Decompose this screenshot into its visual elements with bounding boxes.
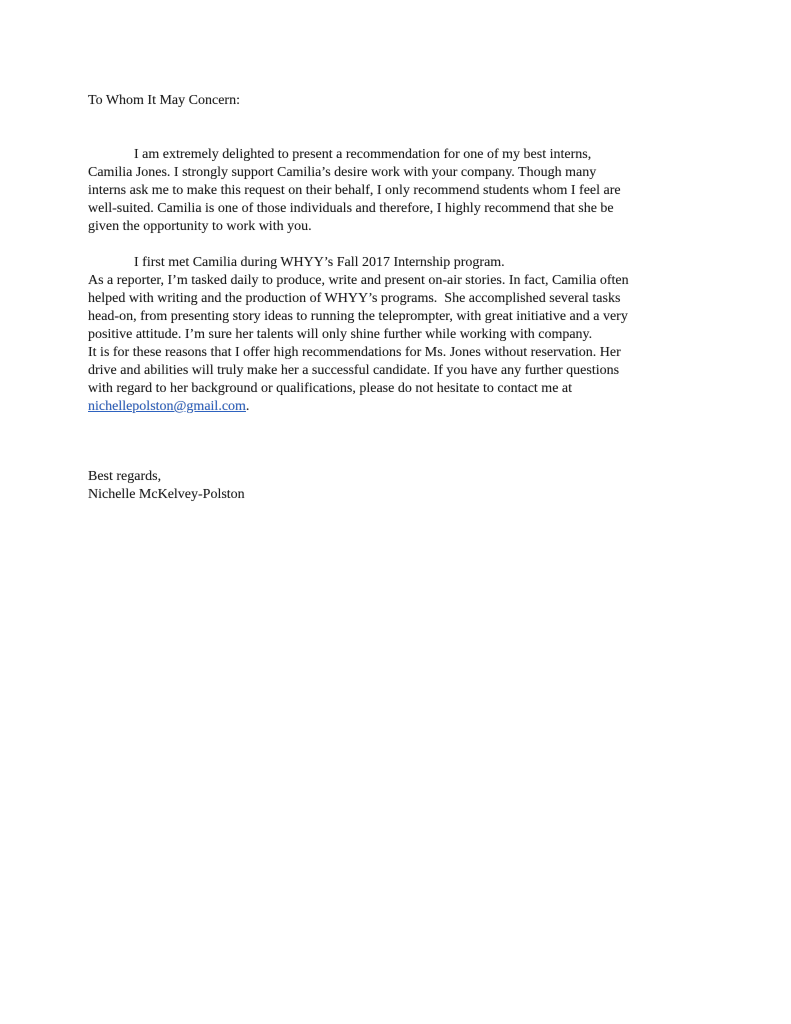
paragraph-line: head-on, from presenting story ideas to running the teleprompter, with great initiative and a very <box>88 309 628 324</box>
paragraph-line: As a reporter, I’m tasked daily to produce, write and present on-air stories. In fact, Camilia often <box>88 273 629 288</box>
paragraph-line: interns ask me to make this request on their behalf, I only recommend students whom I feel are <box>88 183 621 198</box>
paragraph-intro <box>88 146 731 236</box>
email-link[interactable]: nichellepolston@gmail.com <box>88 399 246 414</box>
paragraph-line: with regard to her background or qualifications, please do not hesitate to contact me at <box>88 381 573 396</box>
paragraph-line: drive and abilities will truly make her a successful candidate. If you have any further questions <box>88 363 620 378</box>
paragraph-line: Camilia Jones. I strongly support Camilia’s desire work with your company. Though many <box>88 165 597 180</box>
paragraph-line: well-suited. Camilia is one of those individuals and therefore, I highly recommend that she be <box>88 201 614 216</box>
closing-phrase: Best regards, <box>88 469 162 484</box>
paragraph-line: helped with writing and the production of WHYY’s programs. She accomplished several tasks <box>88 291 621 306</box>
paragraph-line: It is for these reasons that I offer high recommendations for Ms. Jones without reservation. Her <box>88 345 621 360</box>
paragraph-line: given the opportunity to work with you. <box>88 219 312 234</box>
paragraph-line: I am extremely delighted to present a recommendation for one of my best interns, <box>134 147 592 162</box>
closing-block <box>88 468 731 504</box>
salutation: To Whom It May Concern: <box>88 93 240 108</box>
paragraph-line: positive attitude. I’m sure her talents will only shine further while working with company. <box>88 327 593 342</box>
paragraph-line: I first met Camilia during WHYY’s Fall 2017 Internship program. <box>134 255 505 270</box>
sentence-period: . <box>245 399 250 414</box>
signature-name: Nichelle McKelvey-Polston <box>88 487 245 502</box>
contact-line <box>88 398 731 416</box>
paragraph-body <box>88 254 731 416</box>
